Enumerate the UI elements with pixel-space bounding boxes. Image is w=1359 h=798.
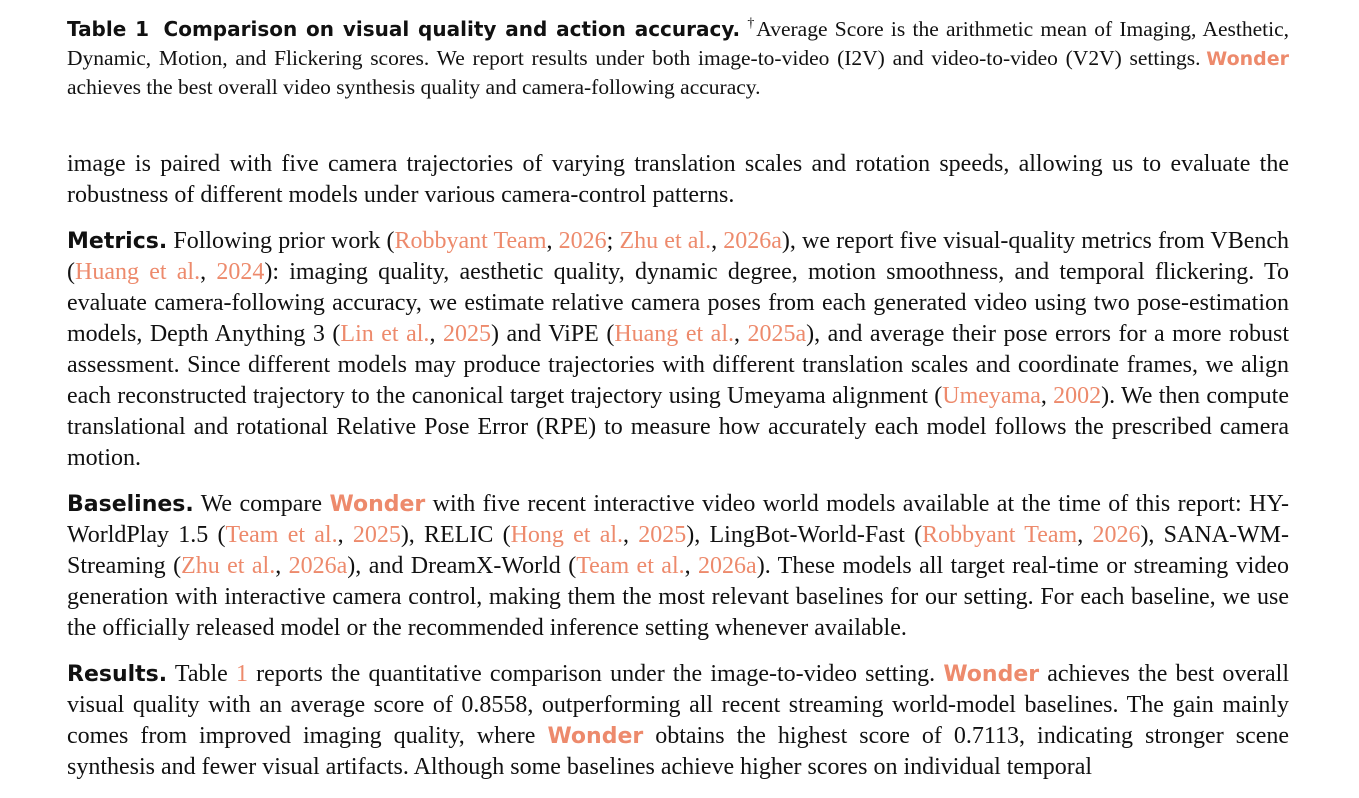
citation-link[interactable] — [394, 228, 546, 254]
text-run: ), we report five visual-quality metrics from VBench ( — [67, 227, 1290, 285]
caption-label: Table 1 — [67, 17, 150, 41]
text-run: , — [623, 521, 639, 548]
paragraph-continuation — [67, 149, 1289, 211]
dagger-mark: † — [747, 16, 757, 31]
citation-link[interactable] — [922, 522, 1077, 548]
citation-author: Zhu et al. — [619, 227, 712, 254]
citation-year: 2025 — [442, 320, 491, 347]
text-run: ), and average their pose errors for a more robust assessment. Since different models may produce trajectories with different translation scales and coordinate frames, we align each reconstructed trajectory to the canonical target trajectory using Umeyama alignment ( — [67, 320, 1290, 409]
citation-year-link[interactable] — [1053, 383, 1101, 409]
citation-year-link[interactable] — [443, 321, 491, 347]
paragraph-results — [67, 659, 1289, 783]
citation-year: 2025a — [747, 320, 807, 347]
text-run: , — [1040, 382, 1054, 409]
text-run: with five recent interactive video world models available at the time of this report: HY-WorldPlay 1.5 ( — [67, 490, 1289, 548]
citation-author: Huang et al. — [614, 320, 734, 347]
citation-link[interactable] — [511, 522, 623, 548]
table-ref-link[interactable]: 1 — [236, 660, 248, 687]
paragraph-metrics — [67, 226, 1289, 474]
caption-text: Average Score is the arithmetic mean of Imaging, Aesthetic, Dynamic, Motion, and Flickering scores. We report results under both image-to-video (I2V) and video-to-video (V2V) settings. — [67, 17, 1290, 70]
citation-link[interactable] — [614, 321, 734, 347]
text-run: ), LingBot-World-Fast ( — [686, 521, 923, 548]
text-run: We compare — [193, 490, 330, 517]
text-run: , — [275, 552, 289, 579]
citation-year-link[interactable] — [353, 522, 401, 548]
brand-name: Wonder — [1206, 47, 1290, 70]
citation-author: Huang et al. — [75, 258, 201, 285]
citation-author: Team et al. — [576, 552, 685, 579]
baselines-heading: Baselines. — [67, 491, 194, 517]
citation-author: Robbyant Team — [922, 521, 1078, 548]
text-run: Table — [167, 660, 236, 687]
text-run: , — [733, 320, 748, 347]
citation-link[interactable] — [576, 553, 684, 579]
text-run: ; — [606, 227, 620, 254]
citation-link[interactable] — [226, 522, 338, 548]
text-run: ). These models all target real-time or streaming video generation with interactive camera control, making them the most relevant baselines for our setting. For each baseline, we use the officially released model or the recommended inference setting whenever available. — [67, 552, 1289, 641]
citation-author: Team et al. — [225, 521, 338, 548]
caption-title: Comparison on visual quality and action accuracy. — [163, 17, 741, 41]
citation-year: 2026a — [723, 227, 782, 254]
citation-author: Umeyama — [942, 382, 1041, 409]
citation-year: 2026a — [288, 552, 348, 579]
citation-year-link[interactable] — [698, 553, 757, 579]
citation-author: Lin et al. — [340, 320, 430, 347]
text-run: , — [429, 320, 443, 347]
citation-year-link[interactable] — [638, 522, 686, 548]
results-heading: Results. — [67, 661, 168, 687]
citation-year: 2026 — [1092, 521, 1141, 548]
citation-author: Hong et al. — [510, 521, 624, 548]
text-run: ) and ViPE ( — [490, 320, 615, 347]
metrics-heading: Metrics. — [67, 228, 168, 254]
text-run: , — [546, 227, 559, 254]
citation-year-link[interactable] — [216, 259, 264, 285]
text-run: ), and DreamX-World ( — [347, 552, 577, 579]
brand-name: Wonder — [329, 491, 426, 517]
body-text — [67, 149, 1289, 783]
text-run: ): imaging quality, aesthetic quality, dynamic degree, motion smoothness, and temporal flickering. To evaluate camera-following accuracy, we estimate relative camera poses from each generated video using two pose-estimation models, Depth Anything 3 ( — [67, 258, 1289, 347]
text-run: , — [337, 521, 353, 548]
citation-link[interactable] — [340, 321, 429, 347]
citation-year: 2002 — [1053, 382, 1102, 409]
paragraph-baselines — [67, 489, 1289, 644]
citation-year: 2026a — [698, 552, 757, 579]
text-run: achieves the best overall visual quality with an average score of 0.8558, outperforming all recent streaming world-model baselines. The gain mainly comes from improved imaging quality, where — [67, 660, 1289, 749]
text-run: obtains the highest score of 0.7113, indicating stronger scene synthesis and fewer visual artifacts. Although some baselines achieve higher scores on individual temporal — [67, 722, 1290, 780]
text-run: Following prior work ( — [167, 227, 395, 254]
citation-year: 2025 — [352, 521, 401, 548]
citation-year: 2026 — [558, 227, 607, 254]
text-run: , — [684, 552, 699, 579]
text-run: , — [711, 227, 724, 254]
citation-author: Robbyant Team — [394, 227, 547, 254]
citation-link[interactable] — [75, 259, 200, 285]
table-caption — [67, 10, 1289, 102]
text-run: ), RELIC ( — [400, 521, 511, 548]
citation-year-link[interactable] — [748, 321, 807, 347]
citation-author: Zhu et al. — [181, 552, 276, 579]
citation-year-link[interactable] — [289, 553, 348, 579]
text-run: ). We then compute translational and rotational Relative Pose Error (RPE) to measure how accurately each model follows the prescribed camera motion. — [67, 382, 1289, 471]
citation-link[interactable] — [619, 228, 711, 254]
citation-link[interactable] — [942, 383, 1041, 409]
text-run: , — [200, 258, 217, 285]
citation-link[interactable] — [181, 553, 275, 579]
citation-year-link[interactable] — [1092, 522, 1140, 548]
citation-year-link[interactable] — [723, 228, 782, 254]
caption-text-end: achieves the best overall video synthesis quality and camera-following accuracy. — [67, 75, 761, 99]
paragraph-text: image is paired with five camera trajectories of varying translation scales and rotation speeds, allowing us to evaluate the robustness of different models under various camera-control patterns. — [67, 150, 1289, 208]
citation-year: 2025 — [638, 521, 687, 548]
text-run: reports the quantitative comparison under the image-to-video setting. — [248, 660, 944, 687]
paper-page — [67, 10, 1289, 798]
brand-name: Wonder — [943, 661, 1040, 687]
text-run: ), SANA-WM-Streaming ( — [67, 521, 1289, 579]
citation-year-link[interactable] — [559, 228, 607, 254]
citation-year: 2024 — [216, 258, 265, 285]
brand-name: Wonder — [547, 723, 644, 749]
text-run: , — [1077, 521, 1093, 548]
